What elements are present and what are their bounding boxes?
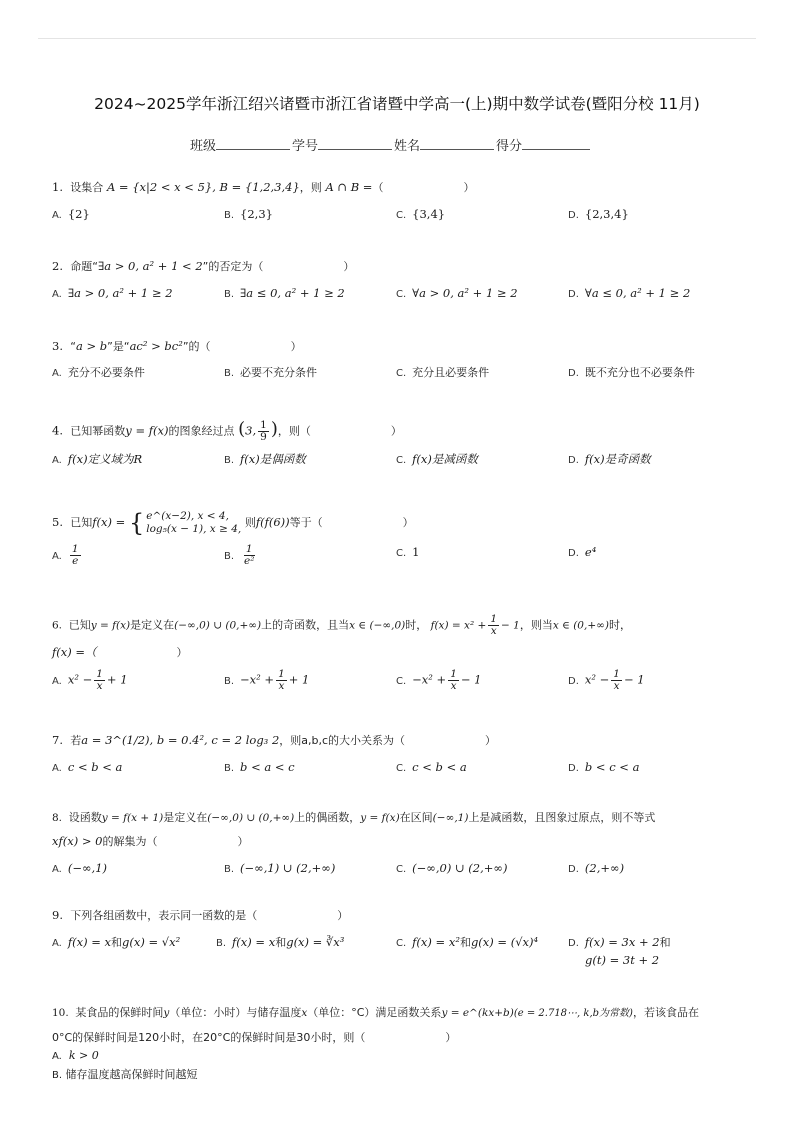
question-9: 9. 下列各组函数中，表示同一函数的是（ ） A. f(x) = x和g(x) = √x² B. f(x) = x和g(x) = ∛x³ C. f(x) = x²和g(x) = (√x)⁴ D. f(x) = 3x + 2和 g(t) = 3t + 2 — [52, 908, 671, 967]
name-label: 姓名 — [394, 139, 421, 154]
option-c: C. −x² + $\frac{1}{x}$ − 1 — [396, 668, 482, 692]
question-number: 10. — [52, 1007, 69, 1019]
option-d: D. ∀a ≤ 0, a² + 1 ≥ 2 — [568, 286, 691, 300]
question-2: 2. 命题“∃a > 0, a² + 1 < 2”的否定为（ ） A. ∃a > 0, a² + 1 ≥ 2 B. ∃a ≤ 0, a² + 1 ≥ 2 C. ∀a > 0, a² + 1 ≥ 2 D. ∀a ≤ 0, a² + 1 ≥ 2 — [52, 258, 752, 307]
option-b: B. −x² + $\frac{1}{x}$ + 1 — [224, 668, 310, 692]
option-a: A. k > 0 — [52, 1049, 99, 1062]
option-c: C. 充分且必要条件 — [396, 366, 490, 379]
option-b: B. f(x)是偶函数 — [224, 452, 306, 466]
question-3: 3. “a > b”是“ac² > bc²”的（ ） A. 充分不必要条件 B. 必要不充分条件 C. 充分且必要条件 D. 既不充分也不必要条件 — [52, 338, 752, 387]
option-d: D. f(x)是奇函数 — [568, 452, 651, 466]
question-7: 7. 若a = 3^(1/2), b = 0.4², c = 2 log₃ 2，则a,b,c的大小关系为（ ） A. c < b < a B. b < a < c C. c < b < a D. b < c < a — [52, 732, 752, 781]
question-number: 4. — [52, 423, 63, 438]
score-label: 得分 — [496, 139, 523, 154]
class-label: 班级 — [190, 139, 217, 154]
option-c: C. {3,4} — [396, 207, 446, 221]
option-a: A. f(x)定义域为R — [52, 452, 143, 466]
top-divider — [38, 38, 756, 39]
option-d: D. e⁴ — [568, 545, 597, 559]
class-blank — [216, 137, 290, 150]
exam-title: 2024~2025学年浙江绍兴诸暨市浙江省诸暨中学高一(上)期中数学试卷(暨阳分校 11月) — [94, 95, 700, 113]
option-b: B. f(x) = x和g(x) = ∛x³ — [216, 935, 345, 949]
option-c: C. f(x) = x²和g(x) = (√x)⁴ — [396, 935, 539, 949]
option-d: D. {2,3,4} — [568, 207, 629, 221]
question-number: 8. — [52, 812, 63, 824]
question-8: 8. 设函数y = f(x + 1)是定义在(−∞,0) ∪ (0,+∞)上的偶函数，y = f(x)在区间(−∞,1)上是减函数，且图象过原点，则不等式 xf(x) > 0的解集为（ ） A. (−∞,1) B. (−∞,1) ∪ (2,+∞) C. (−∞,0) ∪ (2,+∞) D. (2,+∞) — [52, 810, 752, 882]
question-number: 7. — [52, 733, 63, 747]
option-c: C. (−∞,0) ∪ (2,+∞) — [396, 861, 508, 875]
option-a: A. f(x) = x和g(x) = √x² — [52, 935, 181, 949]
question-1: 1. 设集合 A = {x|2 < x < 5}, B = {1,2,3,4}，则 A ∩ B =（ ） A. {2} B. {2,3} C. {3,4} D. {2,3,4} — [52, 179, 752, 228]
option-a: A. x² − $\frac{1}{x}$ + 1 — [52, 668, 128, 692]
question-number: 3. — [52, 339, 63, 353]
option-b: B. {2,3} — [224, 207, 273, 221]
number-blank — [318, 137, 392, 150]
option-d: D. f(x) = 3x + 2和 g(t) = 3t + 2 — [568, 935, 671, 967]
option-c: C. 1 — [396, 545, 420, 559]
option-c: C. f(x)是减函数 — [396, 452, 478, 466]
question-number: 2. — [52, 259, 63, 273]
question-10: 10. 某食品的保鲜时间y（单位：小时）与储存温度x（单位：°C）满足函数关系y = e^(kx+b)(e = 2.718⋯, k,b为常数)，若该食品在 0°C的保鲜时间是120小时，在20°C的保鲜时间是30小时，则（ ） — [52, 1006, 699, 1044]
number-label: 学号 — [292, 139, 319, 154]
option-b: B. ∃a ≤ 0, a² + 1 ≥ 2 — [224, 286, 345, 300]
question-5: 5. 已知f(x) = { e^(x−2), x < 4, log₅(x − 1), x ≥ 4, 则f(f(6))等于（ ） A. $\frac{1}{e}$ B. $\frac{1}{\text{e²}}$ C. 1 D. e⁴ — [52, 509, 597, 567]
question-4: 4. 已知幂函数y = f(x)的图象经过点 (3, $\frac{1}{9}$ )，则（ ） A. f(x)定义域为R B. f(x)是偶函数 C. f(x)是减函数 D. f(x)是奇函数 — [52, 420, 752, 473]
option-d: D. (2,+∞) — [568, 861, 625, 875]
option-c: C. ∀a > 0, a² + 1 ≥ 2 — [396, 286, 518, 300]
option-a: A. 充分不必要条件 — [52, 366, 145, 379]
option-b: B. $\frac{1}{\text{e²}}$ — [224, 543, 255, 567]
option-a: A. {2} — [52, 207, 90, 221]
option-a: A. ∃a > 0, a² + 1 ≥ 2 — [52, 286, 173, 300]
question-number: 6. — [52, 619, 63, 632]
option-a: A. $\frac{1}{e}$ — [52, 543, 79, 567]
question-number: 5. — [52, 515, 63, 529]
question-6: 6. 已知y = f(x)是定义在(−∞,0) ∪ (0,+∞)上的奇函数，且当x ∈ (−∞,0)时， f(x) = x² + $\frac{1}{x}$ − 1，则当x ∈ (0,+∞)时， f(x) =（ ） A. x² − $\frac{1}{x}$ + 1 B. −x² + $\frac{1}{x}$ + 1 C. −x² + $\frac{1}{x}$ − 1 D. x² − $\frac{1}{x}$ − 1 — [52, 613, 645, 692]
option-a: A. (−∞,1) — [52, 861, 108, 875]
option-a: A. c < b < a — [52, 760, 123, 774]
option-d: D. 既不充分也不必要条件 — [568, 366, 695, 379]
option-d: D. b < c < a — [568, 760, 640, 774]
option-b: B. 必要不充分条件 — [224, 366, 318, 379]
question-number: 9. — [52, 908, 63, 922]
student-info-line — [190, 135, 592, 154]
option-c: C. c < b < a — [396, 760, 467, 774]
question-number: 1. — [52, 180, 63, 194]
question-10-options — [52, 1047, 198, 1085]
option-b: B. b < a < c — [224, 760, 295, 774]
option-d: D. x² − $\frac{1}{x}$ − 1 — [568, 668, 645, 692]
score-blank — [522, 137, 590, 150]
option-b: B. 储存温度越高保鲜时间越短 — [52, 1068, 198, 1081]
option-b: B. (−∞,1) ∪ (2,+∞) — [224, 861, 336, 875]
name-blank — [420, 137, 494, 150]
